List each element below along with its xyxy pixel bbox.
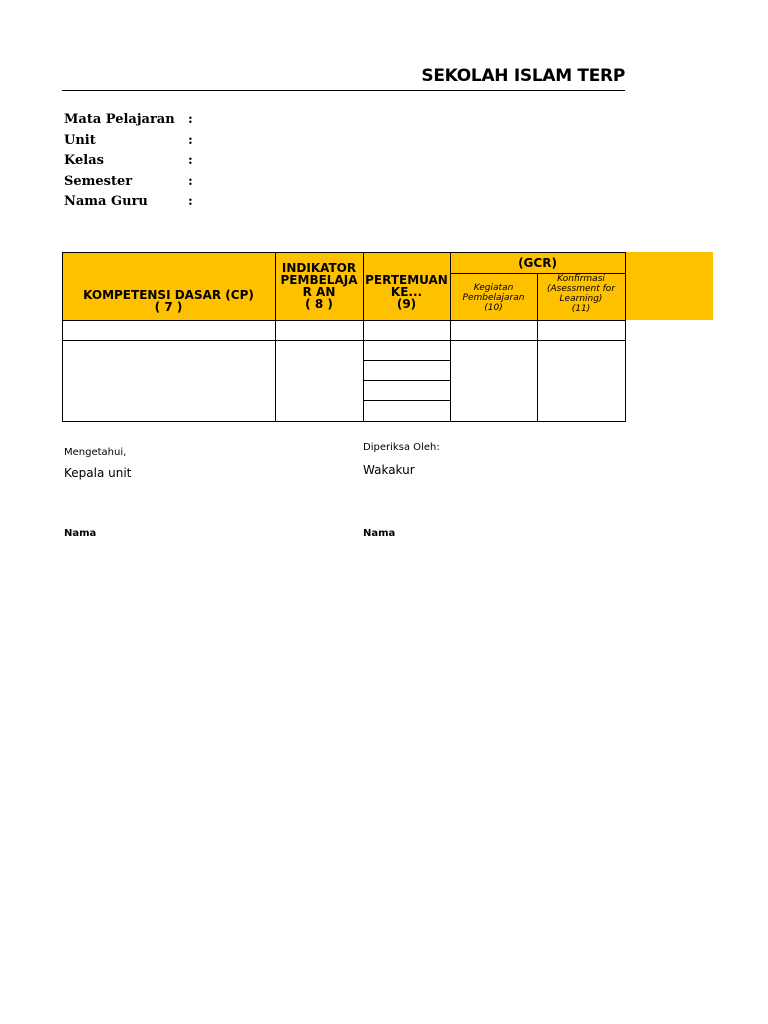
table-border	[363, 360, 450, 361]
table-border	[62, 320, 626, 321]
header-fill-overflow	[625, 252, 713, 320]
table-border	[363, 380, 450, 381]
subcolumn-header-number: (11)	[571, 304, 591, 314]
column-header-kompetensi	[62, 284, 275, 318]
column-header-number: (9)	[396, 297, 417, 311]
table-border	[62, 421, 626, 422]
signature-caption: Mengetahui,	[64, 447, 127, 458]
field-label-kelas: Kelas	[64, 153, 104, 168]
signature-role: Wakakur	[363, 463, 415, 477]
field-label-nama-guru: Nama Guru	[64, 194, 148, 209]
column-header-label: INDIKATOR PEMBELAJAR AN	[280, 261, 358, 299]
table-border	[363, 400, 450, 401]
signature-caption: Diperiksa Oleh:	[363, 442, 440, 453]
field-colon: :	[188, 112, 193, 127]
field-label-unit: Unit	[64, 133, 96, 148]
table-border	[450, 252, 451, 422]
subcolumn-header-number: (10)	[484, 303, 503, 313]
column-header-indikator	[275, 254, 363, 318]
column-header-pertemuan	[363, 266, 450, 318]
table-border	[62, 252, 626, 253]
field-colon: :	[188, 194, 193, 209]
subcolumn-header-label: Kegiatan Pembelajaran	[462, 283, 525, 303]
table-border	[625, 252, 626, 422]
table-border	[62, 252, 63, 422]
column-header-number: ( 8 )	[305, 297, 333, 311]
field-colon: :	[188, 133, 193, 148]
signature-name-label: Nama	[64, 528, 97, 539]
column-header-label: KOMPETENSI DASAR (CP)	[83, 288, 254, 302]
signature-name-label: Nama	[363, 528, 396, 539]
table-border	[275, 252, 276, 422]
document-title: SEKOLAH ISLAM TERP	[421, 66, 625, 86]
subcolumn-header-label: Konfirmasi (Asessment for Learning)	[546, 274, 616, 304]
subcolumn-header-kegiatan	[450, 276, 537, 320]
field-label-semester: Semester	[64, 174, 133, 189]
table-border	[537, 273, 538, 422]
group-header-label: (GCR)	[518, 256, 557, 270]
table-border	[62, 340, 626, 341]
group-header-gcr	[450, 253, 625, 273]
signature-role: Kepala unit	[64, 466, 132, 480]
field-label-mata-pelajaran: Mata Pelajaran	[64, 112, 175, 127]
subcolumn-header-konfirmasi	[537, 274, 625, 320]
field-colon: :	[188, 153, 193, 168]
column-header-label: PERTEMUAN KE...	[365, 273, 448, 299]
column-header-number: ( 7 )	[154, 300, 183, 314]
field-colon: :	[188, 174, 193, 189]
table-border	[363, 252, 364, 422]
title-underline	[62, 90, 625, 91]
table-border	[450, 273, 626, 274]
